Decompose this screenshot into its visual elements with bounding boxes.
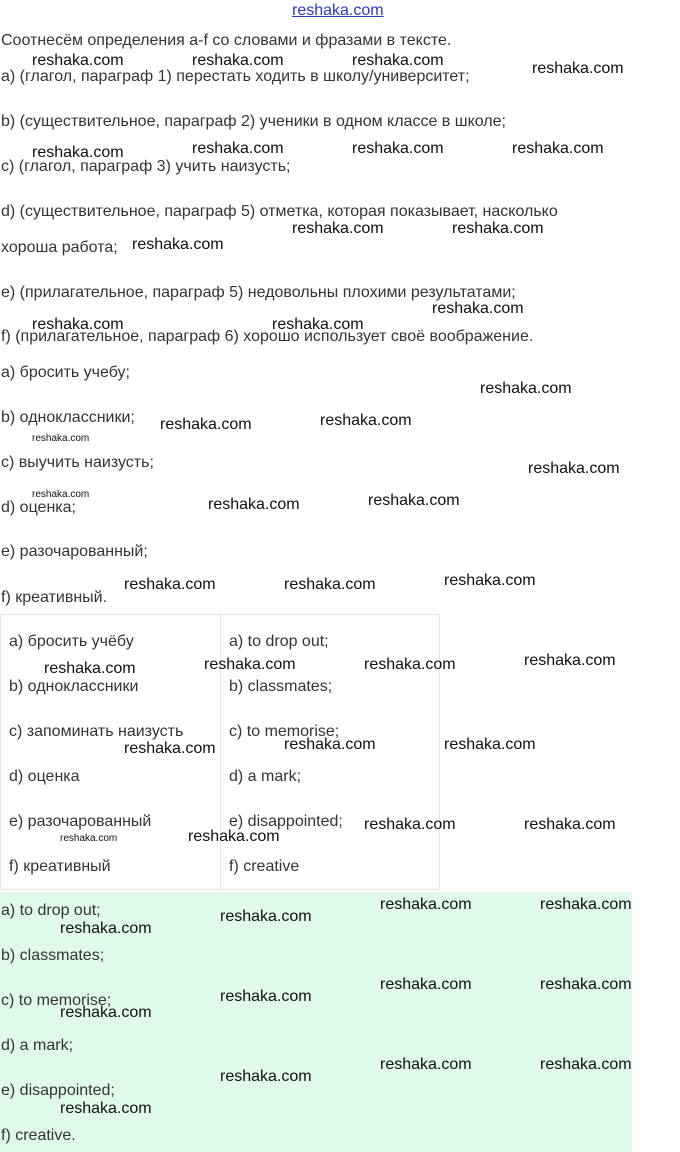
watermark: reshaka.com (60, 833, 118, 844)
watermark: reshaka.com (540, 1056, 632, 1073)
watermark: reshaka.com (220, 908, 312, 925)
watermark: reshaka.com (124, 740, 216, 757)
definition-e: e) (прилагательное, параграф 5) недовольны плохими результатами; (1, 284, 516, 301)
watermark: reshaka.com (44, 660, 136, 677)
watermark: reshaka.com (132, 236, 224, 253)
english-answer-c: c) to memorise; (1, 992, 112, 1009)
watermark: reshaka.com (380, 976, 472, 993)
watermark: reshaka.com (60, 920, 152, 937)
table-cell-ru: c) запоминать наизусть (9, 723, 184, 740)
watermark: reshaka.com (528, 460, 620, 477)
watermark: reshaka.com (480, 380, 572, 397)
definition-d: d) (существительное, параграф 5) отметка, которая показывает, насколько (1, 203, 558, 220)
table-cell-ru: a) бросить учёбу (9, 633, 134, 650)
watermark: reshaka.com (220, 988, 312, 1005)
watermark: reshaka.com (512, 140, 604, 157)
english-answer-a: a) to drop out; (1, 902, 101, 919)
watermark: reshaka.com (160, 416, 252, 433)
watermark: reshaka.com (352, 140, 444, 157)
watermark: reshaka.com (540, 896, 632, 913)
watermark: reshaka.com (220, 1068, 312, 1085)
russian-answer-e: e) разочарованный; (1, 543, 148, 560)
watermark: reshaka.com (32, 144, 124, 161)
watermark: reshaka.com (364, 816, 456, 833)
table-cell-en: f) creative (229, 858, 300, 875)
definition-b: b) (существительное, параграф 2) ученики в одном классе в школе; (1, 113, 506, 130)
watermark: reshaka.com (532, 60, 624, 77)
watermark: reshaka.com (368, 492, 460, 509)
watermark: reshaka.com (204, 656, 296, 673)
watermark: reshaka.com (540, 976, 632, 993)
russian-answer-b: b) одноклассники; (1, 409, 135, 426)
english-answer-e: e) disappointed; (1, 1082, 115, 1099)
watermark: reshaka.com (352, 52, 444, 69)
watermark: reshaka.com (272, 316, 364, 333)
watermark: reshaka.com (444, 736, 536, 753)
watermark: reshaka.com (32, 433, 90, 444)
watermark: reshaka.com (320, 412, 412, 429)
english-answer-f: f) creative. (1, 1127, 76, 1144)
table-cell-ru: e) разочарованный (9, 813, 152, 830)
english-answer-d: d) a mark; (1, 1037, 74, 1054)
watermark: reshaka.com (292, 220, 384, 237)
watermark: reshaka.com (380, 896, 472, 913)
table-cell-ru: f) креативный (9, 858, 111, 875)
watermark: reshaka.com (208, 496, 300, 513)
table-cell-en: c) to memorise; (229, 723, 340, 740)
watermark: reshaka.com (124, 576, 216, 593)
watermark: reshaka.com (380, 1056, 472, 1073)
watermark: reshaka.com (192, 52, 284, 69)
watermark: reshaka.com (192, 140, 284, 157)
table-cell-ru: b) одноклассники (9, 678, 139, 695)
watermark: reshaka.com (60, 1004, 152, 1021)
english-answer-b: b) classmates; (1, 947, 105, 964)
definition-d-continued: хороша работа; (1, 239, 118, 256)
watermark: reshaka.com (524, 652, 616, 669)
watermark: reshaka.com (284, 736, 376, 753)
watermark: reshaka.com (32, 52, 124, 69)
instruction-text: Соотнесём определения a-f со словами и фразами в тексте. (1, 32, 452, 49)
watermark: reshaka.com (364, 656, 456, 673)
watermark: reshaka.com (188, 828, 280, 845)
definition-c: c) (глагол, параграф 3) учить наизусть; (1, 158, 291, 175)
table-cell-en: e) disappointed; (229, 813, 343, 830)
watermark: reshaka.com (524, 816, 616, 833)
watermark: reshaka.com (60, 1100, 152, 1117)
table-cell-en: b) classmates; (229, 678, 333, 695)
russian-answer-f: f) креативный. (1, 589, 108, 606)
russian-answer-a: a) бросить учебу; (1, 364, 130, 381)
watermark: reshaka.com (452, 220, 544, 237)
site-brand-link[interactable]: reshaka.com (292, 2, 384, 19)
definition-a: a) (глагол, параграф 1) перестать ходить в школу/университет; (1, 68, 470, 85)
watermark: reshaka.com (432, 300, 524, 317)
table-cell-en: a) to drop out; (229, 633, 329, 650)
definition-f: f) (прилагательное, параграф 6) хорошо использует своё воображение. (1, 328, 534, 345)
table-cell-en: d) a mark; (229, 768, 302, 785)
russian-answer-d: d) оценка; (1, 499, 76, 516)
watermark: reshaka.com (32, 316, 124, 333)
watermark: reshaka.com (32, 489, 90, 500)
watermark: reshaka.com (284, 576, 376, 593)
table-cell-ru: d) оценка (9, 768, 80, 785)
russian-answer-c: c) выучить наизусть; (1, 454, 154, 471)
watermark: reshaka.com (444, 572, 536, 589)
